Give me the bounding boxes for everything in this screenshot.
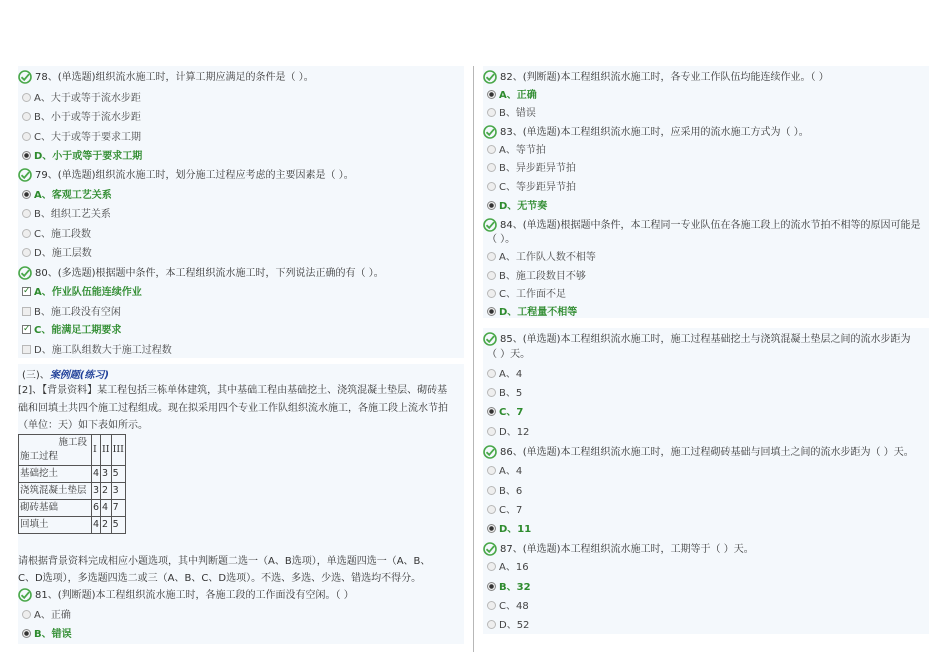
radio-button[interactable] <box>487 388 496 397</box>
radio-button[interactable] <box>487 182 496 191</box>
radio-button[interactable] <box>22 610 31 619</box>
radio-button[interactable] <box>487 163 496 172</box>
option-80-b[interactable] <box>22 306 121 320</box>
column-divider <box>473 66 474 652</box>
radio-button[interactable] <box>487 620 496 629</box>
option-label: A、正确 <box>499 90 537 101</box>
option-label: B、异步距异节拍 <box>499 163 576 174</box>
question-85 <box>483 332 911 347</box>
radio-button-selected[interactable] <box>487 524 496 533</box>
option-85-c[interactable] <box>487 406 523 420</box>
question-85-cont: （ ）天。 <box>487 349 531 360</box>
option-label: B、组织工艺关系 <box>34 209 111 220</box>
option-84-a[interactable] <box>487 251 596 265</box>
option-label: A、大于或等于流水步距 <box>34 93 141 104</box>
question-text: 84、(单选题)根据题中条件，本工程同一专业队伍在各施工段上的流水节拍不相等的原因可能是 <box>500 220 921 231</box>
option-81-a[interactable] <box>22 609 71 623</box>
option-86-d[interactable] <box>487 523 531 537</box>
option-label: A、正确 <box>34 610 71 621</box>
option-label: D、无节奏 <box>499 201 548 212</box>
radio-button-selected[interactable] <box>487 201 496 210</box>
table-cell: 6 <box>92 500 101 517</box>
option-82-b[interactable] <box>487 107 536 121</box>
corner-bottom-label: 施工过程 <box>20 451 59 462</box>
check-circle-icon <box>483 70 499 84</box>
option-label: D、12 <box>499 427 530 438</box>
table-cell: 2 <box>101 517 112 534</box>
question-text: 87、(单选题)本工程组织流水施工时，工期等于（ ）天。 <box>500 544 754 555</box>
right-bottom-panel <box>483 328 929 634</box>
radio-button[interactable] <box>487 289 496 298</box>
question-text: 79、(单选题)组织流水施工时，划分施工过程应考虑的主要因素是（ ）。 <box>35 170 354 181</box>
question-text: 83、(单选题)本工程组织流水施工时，应采用的流水施工方式为（ ）。 <box>500 127 809 138</box>
check-circle-icon <box>18 70 34 84</box>
radio-button[interactable] <box>487 145 496 154</box>
option-83-a[interactable] <box>487 144 546 158</box>
option-label: A、等节拍 <box>499 145 546 156</box>
radio-button[interactable] <box>22 112 31 121</box>
option-87-b[interactable] <box>487 581 531 595</box>
option-label: B、32 <box>499 582 531 593</box>
checkbox[interactable] <box>22 345 31 354</box>
section-title: 案例题(练习) <box>49 370 109 381</box>
radio-button[interactable] <box>487 427 496 436</box>
section-heading <box>22 366 109 381</box>
check-circle-icon <box>483 332 499 346</box>
option-label: D、工程量不相等 <box>499 307 578 318</box>
question-83 <box>483 125 809 140</box>
instruction-line-1: 请根据背景资料完成相应小题选项，其中判断题二选一（A、B选项），单选题四选一（A、B、 <box>18 556 431 567</box>
option-label: B、小于或等于流水步距 <box>34 112 141 123</box>
option-87-c[interactable] <box>487 600 529 614</box>
table-cell: 5 <box>111 517 125 534</box>
option-label: D、小于或等于要求工期 <box>34 151 143 162</box>
radio-button[interactable] <box>22 248 31 257</box>
table-cell: 5 <box>111 466 125 483</box>
option-label: B、施工段没有空闲 <box>34 307 121 318</box>
option-79-d[interactable] <box>22 247 92 261</box>
check-circle-icon <box>483 218 499 232</box>
option-label: B、5 <box>499 388 523 399</box>
radio-button[interactable] <box>487 466 496 475</box>
option-label: A、4 <box>499 369 523 380</box>
left-bottom-panel <box>18 364 464 644</box>
question-text: 86、(单选题)本工程组织流水施工时，施工过程砌砖基础与回填土之间的流水步距为（ ）天。 <box>500 447 914 458</box>
option-86-c[interactable] <box>487 504 522 518</box>
option-83-c[interactable] <box>487 181 576 195</box>
option-label: C、施工段数 <box>34 229 91 240</box>
row-name: 砌砖基础 <box>19 500 92 517</box>
option-84-d[interactable] <box>487 306 577 320</box>
checkbox-checked[interactable] <box>22 325 31 334</box>
option-79-a[interactable] <box>22 189 112 203</box>
question-81 <box>18 588 354 603</box>
left-top-panel <box>18 66 464 358</box>
option-label: C、7 <box>499 407 524 418</box>
option-79-b[interactable] <box>22 208 111 222</box>
check-circle-icon <box>483 125 499 139</box>
option-78-c[interactable] <box>22 131 141 145</box>
question-text: 81、(判断题)本工程组织流水施工时，各施工段的工作面没有空闲。（ ） <box>35 590 354 601</box>
option-79-c[interactable] <box>22 228 91 242</box>
option-80-d[interactable] <box>22 344 172 358</box>
question-text: 85、(单选题)本工程组织流水施工时，施工过程基础挖土与浇筑混凝土垫层之间的流水步距为 <box>500 334 911 345</box>
table-row <box>19 517 126 534</box>
table-cell: 4 <box>92 466 101 483</box>
background-line-1: [2]、【背景资料】某工程包括三栋单体建筑，其中基础工程由基础挖土、浇筑混凝土垫层、砌砖基 <box>18 385 448 396</box>
option-86-a[interactable] <box>487 465 522 479</box>
option-80-a[interactable] <box>22 286 142 300</box>
option-78-a[interactable] <box>22 92 141 106</box>
question-82 <box>483 70 829 85</box>
table-cell: 2 <box>101 483 112 500</box>
instruction-line-2: C、D选项），多选题四选二或三（A、B、C、D选项）。不选、多选、少选、错选均不得分。 <box>18 573 422 584</box>
check-circle-icon <box>18 266 34 280</box>
background-line-2: 础和回填土共四个施工过程组成。现在拟采用四个专业工作队组织流水施工，各施工段上流水节拍 <box>18 403 448 414</box>
table-cell: 3 <box>111 483 125 500</box>
radio-button-selected[interactable] <box>487 90 496 99</box>
option-label: C、工作面不足 <box>499 289 566 300</box>
option-80-c[interactable] <box>22 324 121 338</box>
table-cell: 7 <box>111 500 125 517</box>
table-row <box>19 466 126 483</box>
option-87-d[interactable] <box>487 619 529 633</box>
radio-button-selected[interactable] <box>487 307 496 316</box>
option-label: B、施工段数目不够 <box>499 271 586 282</box>
radio-button-selected[interactable] <box>22 151 31 160</box>
check-circle-icon <box>483 445 499 459</box>
checkbox-checked[interactable] <box>22 287 31 296</box>
radio-button-selected[interactable] <box>487 407 496 416</box>
option-label: D、11 <box>499 524 532 535</box>
column-header: I <box>92 435 101 466</box>
radio-button[interactable] <box>487 252 496 261</box>
check-circle-icon <box>483 542 499 556</box>
question-text: 78、(单选题)组织流水施工时，计算工期应满足的条件是（ ）。 <box>35 72 314 83</box>
section-prefix: (三)、 <box>22 370 50 381</box>
option-label: C、等步距异节拍 <box>499 182 576 193</box>
option-81-b[interactable] <box>22 628 72 642</box>
option-85-b[interactable] <box>487 387 522 401</box>
row-name: 浇筑混凝土垫层 <box>19 483 92 500</box>
option-label: A、作业队伍能连续作业 <box>34 287 142 298</box>
option-label: D、52 <box>499 620 530 631</box>
option-label: A、客观工艺关系 <box>34 190 112 201</box>
radio-button[interactable] <box>487 562 496 571</box>
radio-button[interactable] <box>487 271 496 280</box>
table-cell: 3 <box>92 483 101 500</box>
radio-button-selected[interactable] <box>487 582 496 591</box>
option-label: C、48 <box>499 601 529 612</box>
radio-button[interactable] <box>22 132 31 141</box>
column-header: III <box>111 435 125 466</box>
option-label: D、施工队组数大于施工过程数 <box>34 345 172 356</box>
radio-button[interactable] <box>22 93 31 102</box>
question-84-cont: （ ）。 <box>487 234 516 245</box>
option-label: A、16 <box>499 562 529 573</box>
background-line-3: （单位：天）如下表如所示。 <box>18 420 148 431</box>
option-82-a[interactable] <box>487 89 537 103</box>
question-78 <box>18 70 314 85</box>
option-84-c[interactable] <box>487 288 566 302</box>
radio-button[interactable] <box>487 486 496 495</box>
table-row <box>19 500 126 517</box>
option-87-a[interactable] <box>487 561 529 575</box>
option-78-d[interactable] <box>22 150 142 164</box>
question-80 <box>18 266 384 281</box>
option-85-a[interactable] <box>487 368 522 382</box>
option-label: C、大于或等于要求工期 <box>34 132 141 143</box>
question-text: 80、(多选题)根据题中条件，本工程组织流水施工时，下列说法正确的有（ ）。 <box>35 268 384 279</box>
option-78-b[interactable] <box>22 111 141 125</box>
radio-button-selected[interactable] <box>22 629 31 638</box>
option-86-b[interactable] <box>487 485 522 499</box>
radio-button[interactable] <box>487 369 496 378</box>
option-84-b[interactable] <box>487 270 586 284</box>
radio-button[interactable] <box>487 505 496 514</box>
radio-button-selected[interactable] <box>22 190 31 199</box>
table-cell: 4 <box>101 500 112 517</box>
option-label: A、工作队人数不相等 <box>499 252 596 263</box>
option-label: C、7 <box>499 505 523 516</box>
option-83-d[interactable] <box>487 200 547 214</box>
option-label: D、施工层数 <box>34 248 92 259</box>
radio-button[interactable] <box>22 229 31 238</box>
column-header: II <box>101 435 112 466</box>
check-circle-icon <box>18 168 34 182</box>
table-cell: 4 <box>92 517 101 534</box>
row-name: 回填土 <box>19 517 92 534</box>
row-name: 基础挖土 <box>19 466 92 483</box>
option-85-d[interactable] <box>487 426 529 440</box>
table-cell: 3 <box>101 466 112 483</box>
checkbox[interactable] <box>22 307 31 316</box>
right-top-panel <box>483 66 929 318</box>
option-label: C、能满足工期要求 <box>34 325 122 336</box>
question-text: 82、(判断题)本工程组织流水施工时，各专业工作队伍均能连续作业。（ ） <box>500 72 829 83</box>
question-84 <box>483 218 921 233</box>
check-circle-icon <box>18 588 34 602</box>
rhythm-table <box>18 434 126 534</box>
question-87 <box>483 542 754 557</box>
question-86 <box>483 445 914 460</box>
table-corner-cell <box>19 435 92 466</box>
option-label: B、错误 <box>499 108 536 119</box>
radio-button[interactable] <box>487 108 496 117</box>
option-label: B、错误 <box>34 629 72 640</box>
radio-button[interactable] <box>487 601 496 610</box>
radio-button[interactable] <box>22 209 31 218</box>
option-83-b[interactable] <box>487 162 576 176</box>
option-label: A、4 <box>499 466 523 477</box>
table-row <box>19 483 126 500</box>
corner-top-label: 施工段 <box>58 437 87 448</box>
question-79 <box>18 168 354 183</box>
option-label: B、6 <box>499 486 523 497</box>
